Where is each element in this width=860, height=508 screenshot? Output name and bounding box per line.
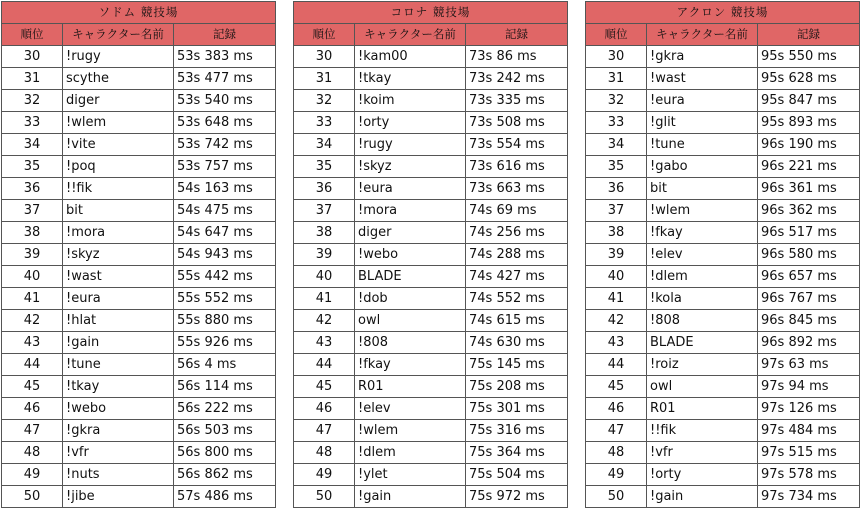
record-cell: 95s 550 ms bbox=[758, 46, 860, 68]
rank-cell: 48 bbox=[2, 442, 63, 464]
rank-cell: 49 bbox=[294, 464, 355, 486]
table-row bbox=[2, 222, 276, 244]
character-name-cell: !eura bbox=[63, 288, 174, 310]
record-cell: 73s 663 ms bbox=[466, 178, 568, 200]
character-name-cell: diger bbox=[355, 222, 466, 244]
record-cell: 56s 114 ms bbox=[174, 376, 276, 398]
character-name-cell: !orty bbox=[647, 464, 758, 486]
record-cell: 75s 145 ms bbox=[466, 354, 568, 376]
character-name-cell: !rugy bbox=[63, 46, 174, 68]
table-row bbox=[294, 134, 568, 156]
table-row bbox=[586, 354, 860, 376]
table-row bbox=[2, 442, 276, 464]
rank-cell: 30 bbox=[586, 46, 647, 68]
record-cell: 74s 69 ms bbox=[466, 200, 568, 222]
record-cell: 97s 515 ms bbox=[758, 442, 860, 464]
table-row bbox=[294, 266, 568, 288]
character-name-cell: !kam00 bbox=[355, 46, 466, 68]
rank-cell: 47 bbox=[2, 420, 63, 442]
record-cell: 96s 767 ms bbox=[758, 288, 860, 310]
character-name-cell: !fkay bbox=[647, 222, 758, 244]
table-row bbox=[2, 46, 276, 68]
rank-cell: 47 bbox=[294, 420, 355, 442]
record-cell: 97s 734 ms bbox=[758, 486, 860, 508]
rank-cell: 50 bbox=[2, 486, 63, 508]
table-row bbox=[586, 90, 860, 112]
character-name-cell: !vfr bbox=[647, 442, 758, 464]
table-row bbox=[294, 178, 568, 200]
character-name-cell: !roiz bbox=[647, 354, 758, 376]
col-header-record: 記録 bbox=[174, 24, 276, 46]
character-name-cell: bit bbox=[63, 200, 174, 222]
character-name-cell: !wlem bbox=[647, 200, 758, 222]
record-cell: 96s 517 ms bbox=[758, 222, 860, 244]
table-row bbox=[2, 200, 276, 222]
table-row bbox=[586, 222, 860, 244]
table-row bbox=[2, 354, 276, 376]
record-cell: 74s 288 ms bbox=[466, 244, 568, 266]
record-cell: 55s 926 ms bbox=[174, 332, 276, 354]
character-name-cell: BLADE bbox=[355, 266, 466, 288]
record-cell: 96s 657 ms bbox=[758, 266, 860, 288]
character-name-cell: !dlem bbox=[647, 266, 758, 288]
character-name-cell: !tune bbox=[647, 134, 758, 156]
character-name-cell: !eura bbox=[647, 90, 758, 112]
arena-title: アクロン 競技場 bbox=[586, 2, 860, 24]
character-name-cell: BLADE bbox=[647, 332, 758, 354]
rank-cell: 45 bbox=[586, 376, 647, 398]
character-name-cell: !tkay bbox=[355, 68, 466, 90]
rank-cell: 38 bbox=[586, 222, 647, 244]
character-name-cell: !elev bbox=[647, 244, 758, 266]
character-name-cell: !jibe bbox=[63, 486, 174, 508]
col-header-name: キャラクター名前 bbox=[355, 24, 466, 46]
table-row bbox=[586, 398, 860, 420]
rank-cell: 45 bbox=[2, 376, 63, 398]
rank-cell: 35 bbox=[586, 156, 647, 178]
arena-table-corona bbox=[293, 1, 568, 508]
record-cell: 55s 880 ms bbox=[174, 310, 276, 332]
record-cell: 74s 615 ms bbox=[466, 310, 568, 332]
table-row bbox=[586, 310, 860, 332]
table-row bbox=[586, 134, 860, 156]
arena-title: コロナ 競技場 bbox=[294, 2, 568, 24]
rank-cell: 46 bbox=[586, 398, 647, 420]
record-cell: 74s 552 ms bbox=[466, 288, 568, 310]
table-row bbox=[2, 90, 276, 112]
rank-cell: 41 bbox=[586, 288, 647, 310]
table-row bbox=[294, 442, 568, 464]
table-row bbox=[586, 244, 860, 266]
record-cell: 75s 208 ms bbox=[466, 376, 568, 398]
record-cell: 95s 893 ms bbox=[758, 112, 860, 134]
record-cell: 75s 301 ms bbox=[466, 398, 568, 420]
rank-cell: 50 bbox=[586, 486, 647, 508]
character-name-cell: !gain bbox=[63, 332, 174, 354]
rank-cell: 39 bbox=[586, 244, 647, 266]
record-cell: 53s 648 ms bbox=[174, 112, 276, 134]
character-name-cell: !808 bbox=[355, 332, 466, 354]
table-row bbox=[294, 332, 568, 354]
character-name-cell: !vfr bbox=[63, 442, 174, 464]
character-name-cell: !wast bbox=[647, 68, 758, 90]
character-name-cell: !mora bbox=[63, 222, 174, 244]
rank-cell: 33 bbox=[2, 112, 63, 134]
rank-cell: 36 bbox=[2, 178, 63, 200]
table-row bbox=[586, 156, 860, 178]
table-row bbox=[2, 156, 276, 178]
table-row bbox=[586, 112, 860, 134]
table-row bbox=[294, 310, 568, 332]
rank-cell: 43 bbox=[586, 332, 647, 354]
character-name-cell: !elev bbox=[355, 398, 466, 420]
rank-cell: 44 bbox=[294, 354, 355, 376]
table-row bbox=[2, 398, 276, 420]
record-cell: 74s 630 ms bbox=[466, 332, 568, 354]
table-row bbox=[294, 464, 568, 486]
record-cell: 74s 427 ms bbox=[466, 266, 568, 288]
table-row bbox=[2, 420, 276, 442]
rank-cell: 34 bbox=[2, 134, 63, 156]
character-name-cell: !gkra bbox=[63, 420, 174, 442]
rank-cell: 31 bbox=[294, 68, 355, 90]
table-row bbox=[294, 486, 568, 508]
record-cell: 56s 862 ms bbox=[174, 464, 276, 486]
record-cell: 56s 503 ms bbox=[174, 420, 276, 442]
record-cell: 97s 578 ms bbox=[758, 464, 860, 486]
rank-cell: 30 bbox=[2, 46, 63, 68]
table-row bbox=[2, 244, 276, 266]
table-row bbox=[294, 156, 568, 178]
rank-cell: 46 bbox=[294, 398, 355, 420]
table-row bbox=[586, 486, 860, 508]
character-name-cell: scythe bbox=[63, 68, 174, 90]
rank-cell: 42 bbox=[2, 310, 63, 332]
rank-cell: 39 bbox=[2, 244, 63, 266]
table-row bbox=[2, 464, 276, 486]
character-name-cell: !orty bbox=[355, 112, 466, 134]
record-cell: 53s 540 ms bbox=[174, 90, 276, 112]
character-name-cell: !gain bbox=[355, 486, 466, 508]
record-cell: 53s 742 ms bbox=[174, 134, 276, 156]
record-cell: 96s 845 ms bbox=[758, 310, 860, 332]
record-cell: 55s 442 ms bbox=[174, 266, 276, 288]
character-name-cell: !dlem bbox=[355, 442, 466, 464]
character-name-cell: bit bbox=[647, 178, 758, 200]
table-row bbox=[586, 332, 860, 354]
rank-cell: 41 bbox=[2, 288, 63, 310]
record-cell: 96s 190 ms bbox=[758, 134, 860, 156]
table-body bbox=[2, 46, 276, 508]
col-header-record: 記録 bbox=[758, 24, 860, 46]
character-name-cell: !hlat bbox=[63, 310, 174, 332]
rank-cell: 44 bbox=[2, 354, 63, 376]
rank-cell: 36 bbox=[586, 178, 647, 200]
record-cell: 54s 475 ms bbox=[174, 200, 276, 222]
table-row bbox=[586, 288, 860, 310]
table-row bbox=[2, 310, 276, 332]
record-cell: 96s 580 ms bbox=[758, 244, 860, 266]
table-row bbox=[2, 288, 276, 310]
rank-cell: 37 bbox=[294, 200, 355, 222]
table-row bbox=[294, 68, 568, 90]
table-row bbox=[2, 266, 276, 288]
rank-cell: 33 bbox=[586, 112, 647, 134]
col-header-record: 記録 bbox=[466, 24, 568, 46]
record-cell: 54s 163 ms bbox=[174, 178, 276, 200]
table-row bbox=[2, 332, 276, 354]
record-cell: 75s 972 ms bbox=[466, 486, 568, 508]
rank-cell: 37 bbox=[586, 200, 647, 222]
rank-cell: 32 bbox=[586, 90, 647, 112]
record-cell: 75s 504 ms bbox=[466, 464, 568, 486]
table-row bbox=[294, 112, 568, 134]
arena-table-sodom bbox=[1, 1, 276, 508]
record-cell: 73s 508 ms bbox=[466, 112, 568, 134]
record-cell: 73s 335 ms bbox=[466, 90, 568, 112]
rank-cell: 30 bbox=[294, 46, 355, 68]
rank-cell: 48 bbox=[294, 442, 355, 464]
rank-cell: 37 bbox=[2, 200, 63, 222]
character-name-cell: !nuts bbox=[63, 464, 174, 486]
table-row bbox=[294, 90, 568, 112]
record-cell: 73s 242 ms bbox=[466, 68, 568, 90]
rank-cell: 38 bbox=[2, 222, 63, 244]
rank-cell: 44 bbox=[586, 354, 647, 376]
character-name-cell: !wlem bbox=[355, 420, 466, 442]
character-name-cell: !wlem bbox=[63, 112, 174, 134]
table-row bbox=[586, 464, 860, 486]
character-name-cell: !!fik bbox=[63, 178, 174, 200]
table-row bbox=[586, 68, 860, 90]
rank-cell: 48 bbox=[586, 442, 647, 464]
table-row bbox=[586, 200, 860, 222]
record-cell: 95s 847 ms bbox=[758, 90, 860, 112]
character-name-cell: !koim bbox=[355, 90, 466, 112]
record-cell: 97s 126 ms bbox=[758, 398, 860, 420]
character-name-cell: !vite bbox=[63, 134, 174, 156]
rank-cell: 31 bbox=[586, 68, 647, 90]
table-row bbox=[2, 178, 276, 200]
rank-cell: 32 bbox=[294, 90, 355, 112]
rank-cell: 36 bbox=[294, 178, 355, 200]
character-name-cell: !mora bbox=[355, 200, 466, 222]
character-name-cell: !808 bbox=[647, 310, 758, 332]
character-name-cell: !kola bbox=[647, 288, 758, 310]
character-name-cell: !ylet bbox=[355, 464, 466, 486]
character-name-cell: !gain bbox=[647, 486, 758, 508]
character-name-cell: !fkay bbox=[355, 354, 466, 376]
record-cell: 96s 221 ms bbox=[758, 156, 860, 178]
record-cell: 54s 943 ms bbox=[174, 244, 276, 266]
character-name-cell: !glit bbox=[647, 112, 758, 134]
character-name-cell: R01 bbox=[647, 398, 758, 420]
character-name-cell: !gkra bbox=[647, 46, 758, 68]
rank-cell: 41 bbox=[294, 288, 355, 310]
table-row bbox=[294, 376, 568, 398]
table-row bbox=[2, 486, 276, 508]
record-cell: 73s 86 ms bbox=[466, 46, 568, 68]
record-cell: 73s 554 ms bbox=[466, 134, 568, 156]
character-name-cell: diger bbox=[63, 90, 174, 112]
rank-cell: 49 bbox=[586, 464, 647, 486]
col-header-rank: 順位 bbox=[294, 24, 355, 46]
rank-cell: 42 bbox=[586, 310, 647, 332]
character-name-cell: owl bbox=[355, 310, 466, 332]
arena-title: ソドム 競技場 bbox=[2, 2, 276, 24]
rank-cell: 34 bbox=[294, 134, 355, 156]
rank-cell: 46 bbox=[2, 398, 63, 420]
rank-cell: 42 bbox=[294, 310, 355, 332]
table-body bbox=[294, 46, 568, 508]
record-cell: 73s 616 ms bbox=[466, 156, 568, 178]
table-row bbox=[586, 46, 860, 68]
table-row bbox=[294, 244, 568, 266]
rank-cell: 34 bbox=[586, 134, 647, 156]
record-cell: 57s 486 ms bbox=[174, 486, 276, 508]
rank-cell: 45 bbox=[294, 376, 355, 398]
table-row bbox=[586, 266, 860, 288]
character-name-cell: owl bbox=[647, 376, 758, 398]
character-name-cell: !eura bbox=[355, 178, 466, 200]
character-name-cell: !rugy bbox=[355, 134, 466, 156]
rank-cell: 35 bbox=[294, 156, 355, 178]
arena-table-akron bbox=[585, 1, 860, 508]
record-cell: 75s 364 ms bbox=[466, 442, 568, 464]
record-cell: 74s 256 ms bbox=[466, 222, 568, 244]
record-cell: 97s 484 ms bbox=[758, 420, 860, 442]
record-cell: 55s 552 ms bbox=[174, 288, 276, 310]
table-row bbox=[586, 376, 860, 398]
character-name-cell: !tune bbox=[63, 354, 174, 376]
col-header-rank: 順位 bbox=[2, 24, 63, 46]
table-row bbox=[586, 442, 860, 464]
record-cell: 97s 94 ms bbox=[758, 376, 860, 398]
record-cell: 75s 316 ms bbox=[466, 420, 568, 442]
record-cell: 53s 383 ms bbox=[174, 46, 276, 68]
table-row bbox=[294, 200, 568, 222]
col-header-name: キャラクター名前 bbox=[647, 24, 758, 46]
record-cell: 53s 477 ms bbox=[174, 68, 276, 90]
record-cell: 56s 222 ms bbox=[174, 398, 276, 420]
record-cell: 96s 361 ms bbox=[758, 178, 860, 200]
rank-cell: 32 bbox=[2, 90, 63, 112]
record-cell: 56s 4 ms bbox=[174, 354, 276, 376]
table-row bbox=[2, 376, 276, 398]
character-name-cell: !wast bbox=[63, 266, 174, 288]
table-row bbox=[2, 134, 276, 156]
rank-cell: 50 bbox=[294, 486, 355, 508]
record-cell: 56s 800 ms bbox=[174, 442, 276, 464]
record-cell: 54s 647 ms bbox=[174, 222, 276, 244]
character-name-cell: R01 bbox=[355, 376, 466, 398]
col-header-rank: 順位 bbox=[586, 24, 647, 46]
rank-cell: 40 bbox=[586, 266, 647, 288]
rank-cell: 31 bbox=[2, 68, 63, 90]
record-cell: 97s 63 ms bbox=[758, 354, 860, 376]
character-name-cell: !!fik bbox=[647, 420, 758, 442]
col-header-name: キャラクター名前 bbox=[63, 24, 174, 46]
table-row bbox=[586, 420, 860, 442]
table-body bbox=[586, 46, 860, 508]
record-cell: 95s 628 ms bbox=[758, 68, 860, 90]
character-name-cell: !webo bbox=[355, 244, 466, 266]
rank-cell: 38 bbox=[294, 222, 355, 244]
rank-cell: 49 bbox=[2, 464, 63, 486]
rank-cell: 35 bbox=[2, 156, 63, 178]
table-row bbox=[586, 178, 860, 200]
rank-cell: 40 bbox=[294, 266, 355, 288]
rank-cell: 43 bbox=[294, 332, 355, 354]
record-cell: 53s 757 ms bbox=[174, 156, 276, 178]
table-row bbox=[294, 420, 568, 442]
character-name-cell: !poq bbox=[63, 156, 174, 178]
record-cell: 96s 892 ms bbox=[758, 332, 860, 354]
character-name-cell: !dob bbox=[355, 288, 466, 310]
table-row bbox=[294, 354, 568, 376]
table-row bbox=[294, 288, 568, 310]
table-row bbox=[294, 398, 568, 420]
rank-cell: 43 bbox=[2, 332, 63, 354]
rank-cell: 39 bbox=[294, 244, 355, 266]
character-name-cell: !gabo bbox=[647, 156, 758, 178]
character-name-cell: !webo bbox=[63, 398, 174, 420]
table-row bbox=[294, 46, 568, 68]
character-name-cell: !tkay bbox=[63, 376, 174, 398]
record-cell: 96s 362 ms bbox=[758, 200, 860, 222]
character-name-cell: !skyz bbox=[355, 156, 466, 178]
rank-cell: 47 bbox=[586, 420, 647, 442]
rank-cell: 40 bbox=[2, 266, 63, 288]
table-row bbox=[2, 112, 276, 134]
table-row bbox=[2, 68, 276, 90]
table-row bbox=[294, 222, 568, 244]
character-name-cell: !skyz bbox=[63, 244, 174, 266]
rank-cell: 33 bbox=[294, 112, 355, 134]
